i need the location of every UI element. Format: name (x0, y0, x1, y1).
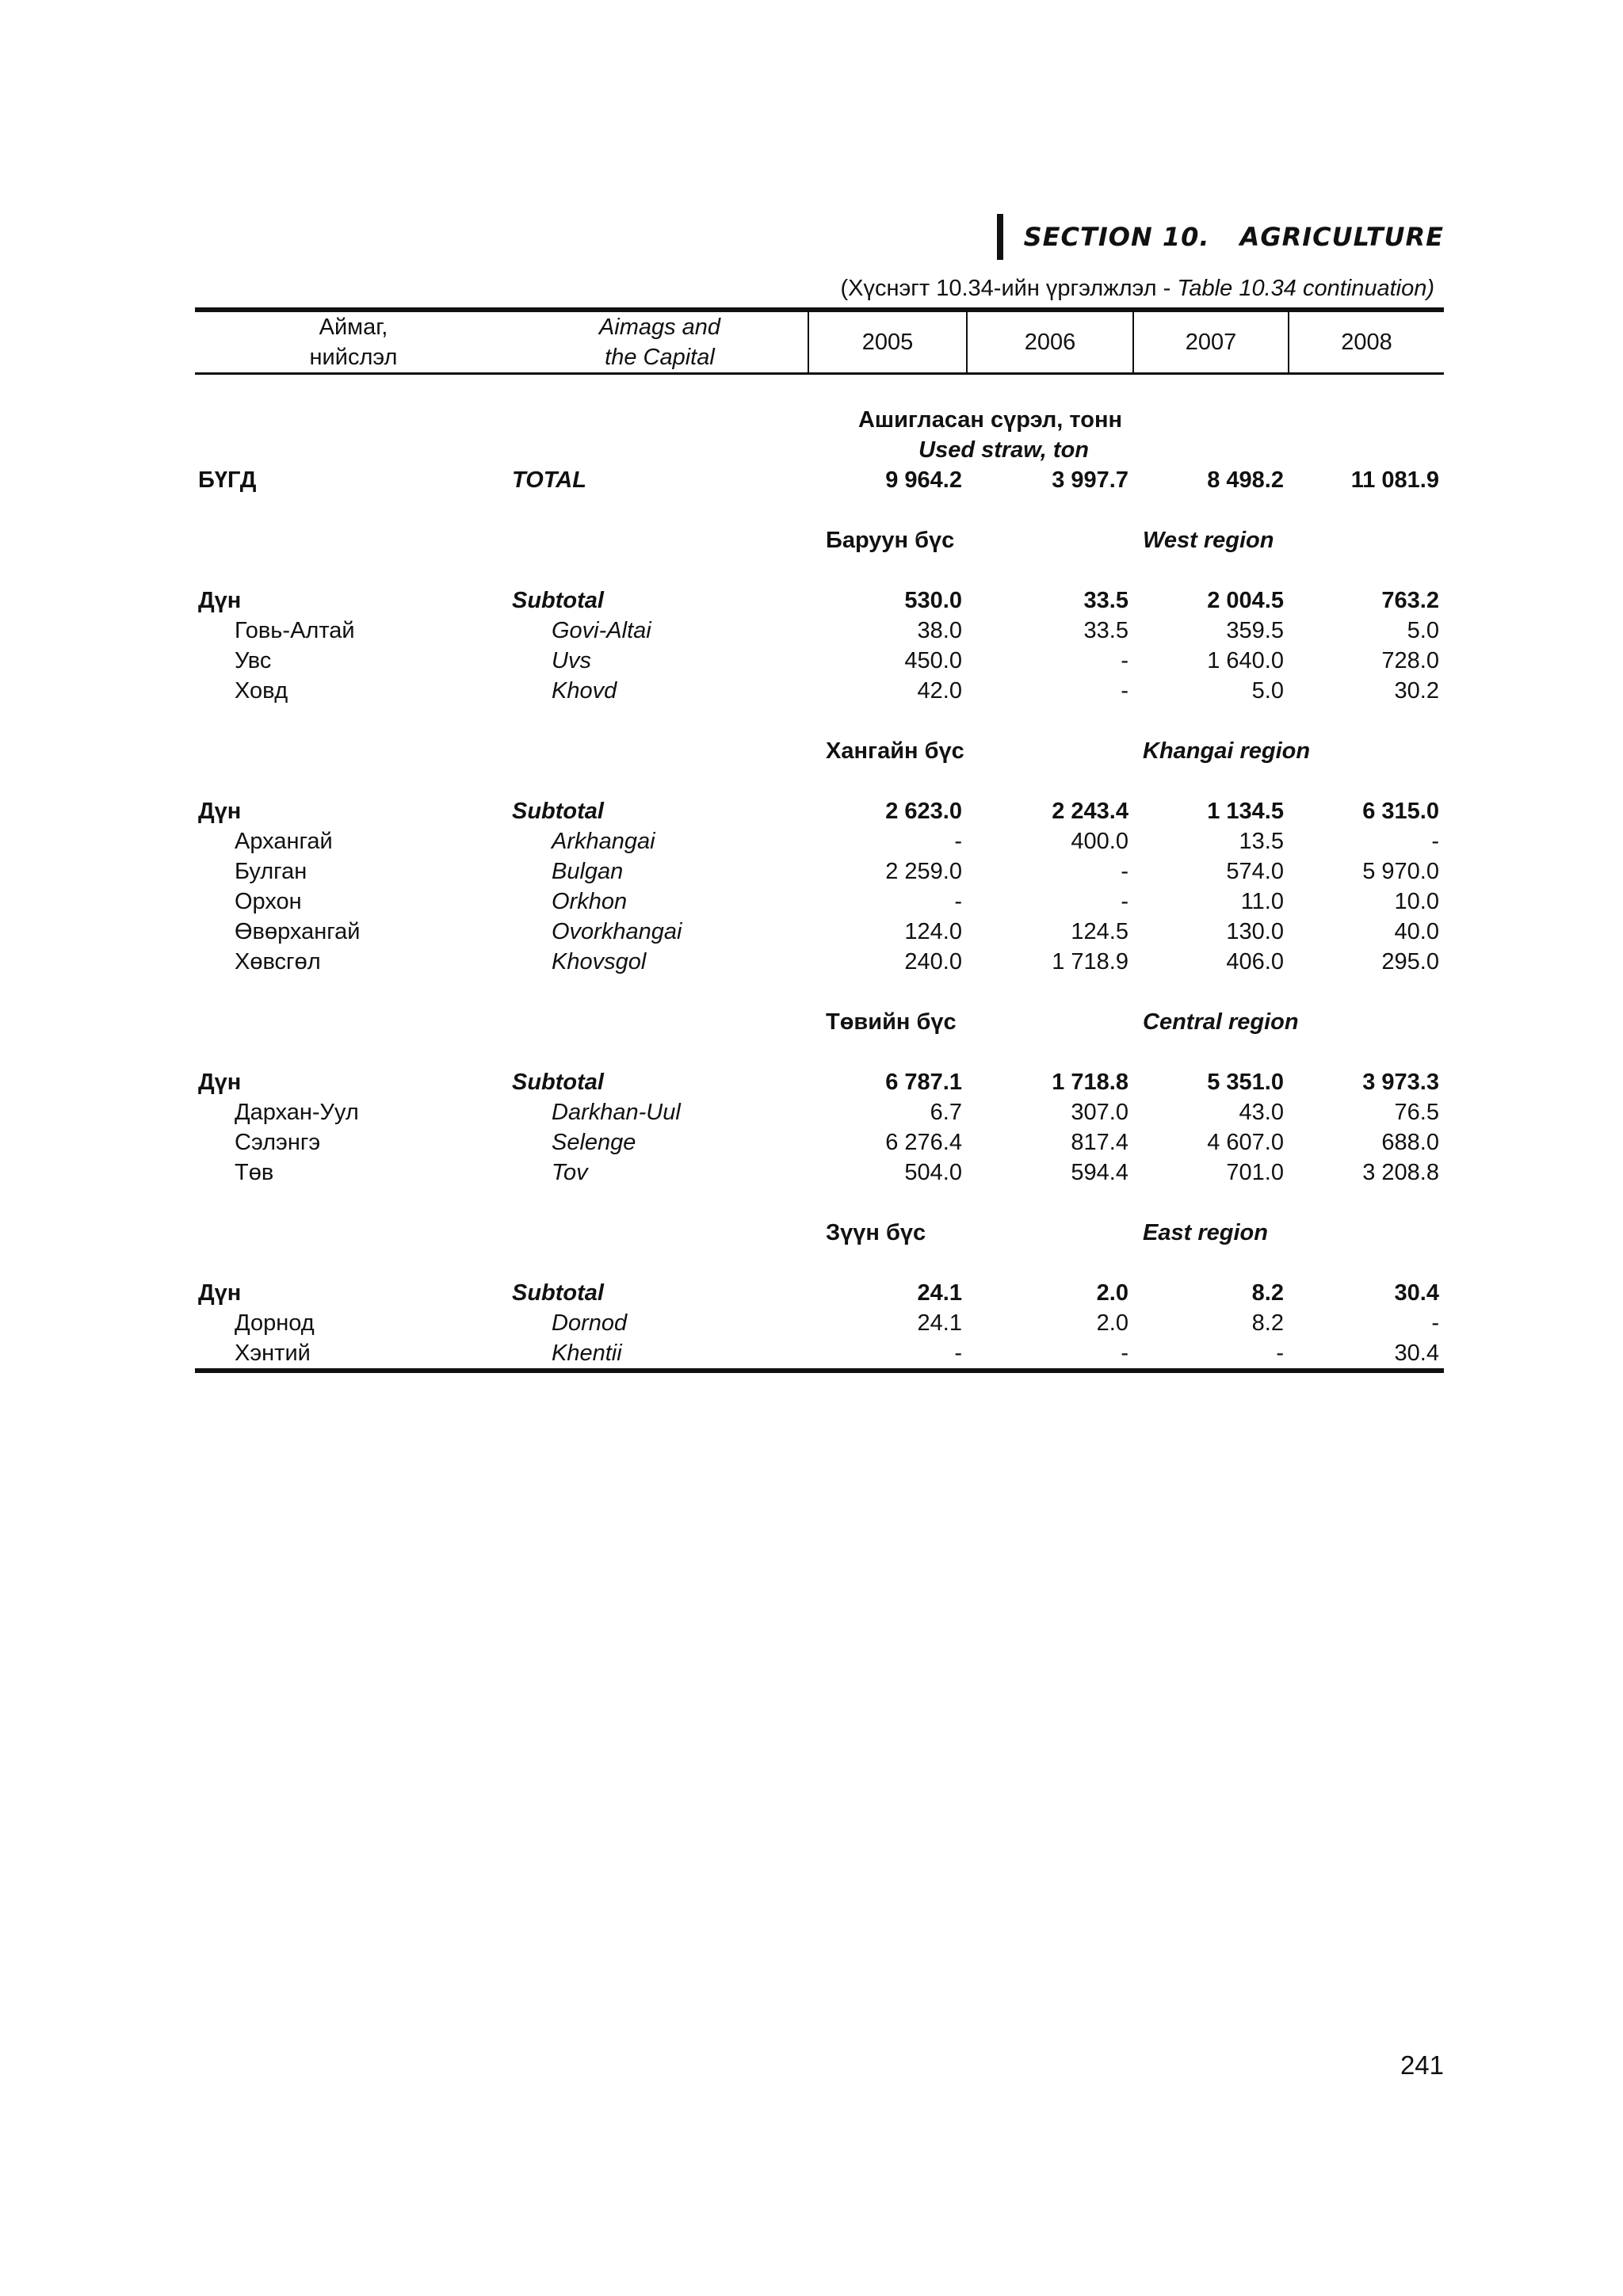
subtotal-label-mn: Дүн (198, 1280, 242, 1306)
aimag-value-2006: 2.0 (1096, 1310, 1128, 1336)
aimag-value-2007: 359.5 (1226, 618, 1284, 643)
aimag-value-2008: 30.4 (1289, 1338, 1444, 1371)
aimag-name-en: Darkhan-Uul (552, 1100, 681, 1125)
table-row (195, 616, 1444, 646)
regions-body (195, 525, 1444, 1371)
subtotal-value-2007: 2 004.5 (1207, 588, 1284, 613)
aimag-value-2007: 43.0 (1239, 1100, 1284, 1125)
aimag-name-en: Dornod (552, 1310, 628, 1336)
aimag-name-mn: Увс (235, 648, 272, 673)
subtotal-row (195, 1278, 1444, 1308)
aimag-value-2006: 124.5 (1071, 919, 1128, 944)
subtotal-value-2007: 5 351.0 (1207, 1070, 1284, 1095)
aimag-value-2005: 6.7 (930, 1100, 962, 1125)
aimag-value-2007: 11.0 (1240, 889, 1284, 914)
aimag-value-2007: 406.0 (1226, 949, 1284, 974)
aimag-name-mn: Говь-Алтай (235, 618, 355, 643)
aimag-value-2007: 5.0 (1251, 678, 1284, 704)
region-title-mn: Хангайн бүс (826, 738, 964, 764)
aimag-name-en: Khovsgol (552, 949, 647, 974)
aimag-name-en: Khentii (512, 1338, 808, 1371)
table-row (195, 887, 1444, 917)
aimag-name-mn: Ховд (235, 678, 288, 704)
aimag-value-2008: 3 208.8 (1362, 1160, 1439, 1185)
aimag-value-2006: 817.4 (1071, 1130, 1128, 1155)
section-bar (997, 214, 1003, 260)
subtotal-row (195, 796, 1444, 826)
aimag-value-2008: 5.0 (1407, 618, 1439, 643)
caption-en: Table 10.34 continuation) (1177, 276, 1434, 301)
aimag-value-2006: 33.5 (1083, 618, 1128, 643)
aimag-value-2005: - (954, 889, 962, 914)
section-title (1024, 222, 1444, 252)
total-label-mn: БҮГД (198, 467, 257, 493)
aimag-value-2005: 2 259.0 (885, 859, 962, 884)
caption-mn: (Хүснэгт 10.34-ийн үргэлжлэл - (840, 276, 1178, 301)
page-number: 241 (1400, 2050, 1444, 2080)
aimag-value-2008: 728.0 (1381, 648, 1439, 673)
region-heading-row (195, 525, 1444, 555)
aimag-value-2006: 1 718.9 (1052, 949, 1128, 974)
aimag-value-2008: 10.0 (1394, 889, 1439, 914)
indicator-en: Used straw, ton (918, 437, 1089, 463)
subtotal-value-2005: 530.0 (904, 588, 962, 613)
section-label: SECTION 10. (1023, 222, 1210, 252)
aimag-value-2005: 38.0 (917, 618, 962, 643)
aimag-name-mn: Хэнтий (195, 1338, 512, 1371)
total-value-2006: 3 997.7 (1052, 467, 1128, 493)
table-row (195, 1097, 1444, 1127)
aimag-name-mn: Сэлэнгэ (235, 1130, 321, 1155)
region-title-en: East region (1143, 1220, 1268, 1245)
aimag-name-en: Orkhon (552, 889, 628, 914)
subtotal-value-2006: 2.0 (1096, 1280, 1128, 1306)
aimag-value-2005: 504.0 (904, 1160, 962, 1185)
subtotal-value-2008: 6 315.0 (1362, 799, 1439, 824)
subtotal-value-2005: 2 623.0 (885, 799, 962, 824)
header-year-2006: 2006 (967, 310, 1133, 374)
aimag-value-2006: - (1121, 678, 1128, 704)
aimag-value-2006: 594.4 (1071, 1160, 1128, 1185)
aimag-value-2008: - (1431, 1310, 1439, 1336)
aimag-value-2006: 400.0 (1071, 829, 1128, 854)
header-year-2008: 2008 (1289, 310, 1444, 374)
aimag-name-mn: Дархан-Уул (235, 1100, 359, 1125)
section-name: AGRICULTURE (1239, 222, 1444, 252)
aimag-value-2008: - (1431, 829, 1439, 854)
total-label-en: TOTAL (512, 467, 586, 493)
subtotal-value-2006: 1 718.8 (1052, 1070, 1128, 1095)
aimag-value-2007: 13.5 (1239, 829, 1284, 854)
section-header (997, 212, 1444, 261)
aimag-value-2007: 130.0 (1226, 919, 1284, 944)
aimag-value-2007: 8.2 (1251, 1310, 1284, 1336)
data-table-container (195, 307, 1444, 1373)
table-row (195, 826, 1444, 856)
subtotal-label-mn: Дүн (198, 799, 242, 824)
aimag-value-2005: 24.1 (917, 1310, 962, 1336)
indicator-mn-row (195, 405, 1444, 435)
aimag-name-mn: Дорнод (235, 1310, 315, 1336)
table-row (195, 1338, 1444, 1371)
aimag-name-en: Arkhangai (552, 829, 655, 854)
aimag-value-2006: - (1121, 859, 1128, 884)
region-heading-row (195, 1218, 1444, 1248)
subtotal-label-en: Subtotal (512, 1070, 604, 1095)
region-title-en: West region (1143, 528, 1274, 553)
subtotal-row (195, 1067, 1444, 1097)
aimag-value-2005: - (954, 829, 962, 854)
subtotal-label-en: Subtotal (512, 1280, 604, 1306)
region-title-mn: Баруун бүс (826, 528, 955, 553)
aimag-value-2006: 307.0 (1071, 1100, 1128, 1125)
header-year-2005: 2005 (808, 310, 967, 374)
region-heading-row (195, 736, 1444, 766)
aimag-name-en: Tov (552, 1160, 588, 1185)
table-caption (840, 276, 1434, 302)
aimag-value-2008: 40.0 (1394, 919, 1439, 944)
aimag-value-2006: - (967, 1338, 1133, 1371)
subtotal-label-en: Subtotal (512, 799, 604, 824)
aimag-value-2006: - (1121, 648, 1128, 673)
region-title-en: Khangai region (1143, 738, 1311, 764)
aimag-name-en: Ovorkhangai (552, 919, 682, 944)
aimag-value-2007: 4 607.0 (1207, 1130, 1284, 1155)
aimag-name-mn: Өвөрхангай (235, 919, 361, 944)
subtotal-row (195, 585, 1444, 616)
aimag-value-2008: 688.0 (1381, 1130, 1439, 1155)
aimag-value-2008: 295.0 (1381, 949, 1439, 974)
indicator-mn: Ашигласан сүрэл, тонн (857, 407, 1122, 433)
subtotal-value-2005: 24.1 (917, 1280, 962, 1306)
subtotal-value-2006: 2 243.4 (1052, 799, 1128, 824)
subtotal-value-2005: 6 787.1 (885, 1070, 962, 1095)
table-row (195, 947, 1444, 977)
subtotal-label-en: Subtotal (512, 588, 604, 613)
aimag-value-2008: 76.5 (1394, 1100, 1439, 1125)
aimag-value-2005: 240.0 (904, 949, 962, 974)
total-value-2005: 9 964.2 (885, 467, 962, 493)
aimag-value-2005: 6 276.4 (885, 1130, 962, 1155)
aimag-name-en: Khovd (552, 678, 617, 704)
aimag-value-2005: 124.0 (904, 919, 962, 944)
header-aimag-en: Aimags and the Capital (598, 315, 721, 370)
aimag-name-en: Govi-Altai (552, 618, 651, 643)
aimag-name-en: Uvs (552, 648, 591, 673)
aimag-name-en: Selenge (552, 1130, 636, 1155)
table-row (195, 1127, 1444, 1158)
header-year-2007: 2007 (1133, 310, 1289, 374)
total-row (195, 465, 1444, 495)
total-value-2008: 11 081.9 (1350, 467, 1439, 493)
region-heading-row (195, 1007, 1444, 1037)
table-row (195, 917, 1444, 947)
region-title-mn: Төвийн бүс (826, 1009, 957, 1035)
aimag-name-mn: Архангай (235, 829, 333, 854)
aimag-value-2005: - (808, 1338, 967, 1371)
aimag-name-mn: Орхон (235, 889, 302, 914)
subtotal-value-2008: 30.4 (1394, 1280, 1439, 1306)
header-aimag-mn: Аймаг, нийслэл (309, 315, 398, 370)
aimag-value-2007: 701.0 (1226, 1160, 1284, 1185)
aimag-value-2007: - (1133, 1338, 1289, 1371)
aimag-value-2007: 574.0 (1226, 859, 1284, 884)
indicator-en-row (195, 435, 1444, 465)
aimag-name-en: Bulgan (552, 859, 624, 884)
subtotal-value-2008: 3 973.3 (1362, 1070, 1439, 1095)
aimag-value-2005: 42.0 (917, 678, 962, 704)
total-value-2007: 8 498.2 (1207, 467, 1284, 493)
table-row (195, 1308, 1444, 1338)
table-row (195, 676, 1444, 706)
aimag-value-2005: 450.0 (904, 648, 962, 673)
region-title-mn: Зүүн бүс (826, 1220, 926, 1245)
subtotal-value-2006: 33.5 (1083, 588, 1128, 613)
subtotal-value-2007: 8.2 (1251, 1280, 1284, 1306)
table-row (195, 646, 1444, 676)
aimag-name-mn: Булган (235, 859, 307, 884)
aimag-value-2007: 1 640.0 (1207, 648, 1284, 673)
aimag-value-2006: - (1121, 889, 1128, 914)
subtotal-value-2007: 1 134.5 (1207, 799, 1284, 824)
table-row (195, 1158, 1444, 1188)
aimag-value-2008: 30.2 (1394, 678, 1439, 704)
subtotal-value-2008: 763.2 (1381, 588, 1439, 613)
table-header-row (195, 310, 1444, 374)
data-table (195, 307, 1444, 1373)
region-title-en: Central region (1143, 1009, 1299, 1035)
subtotal-label-mn: Дүн (198, 1070, 242, 1095)
table-row (195, 856, 1444, 887)
aimag-name-mn: Хөвсгөл (235, 949, 321, 974)
subtotal-label-mn: Дүн (198, 588, 242, 613)
aimag-name-mn: Төв (235, 1160, 274, 1185)
aimag-value-2008: 5 970.0 (1362, 859, 1439, 884)
